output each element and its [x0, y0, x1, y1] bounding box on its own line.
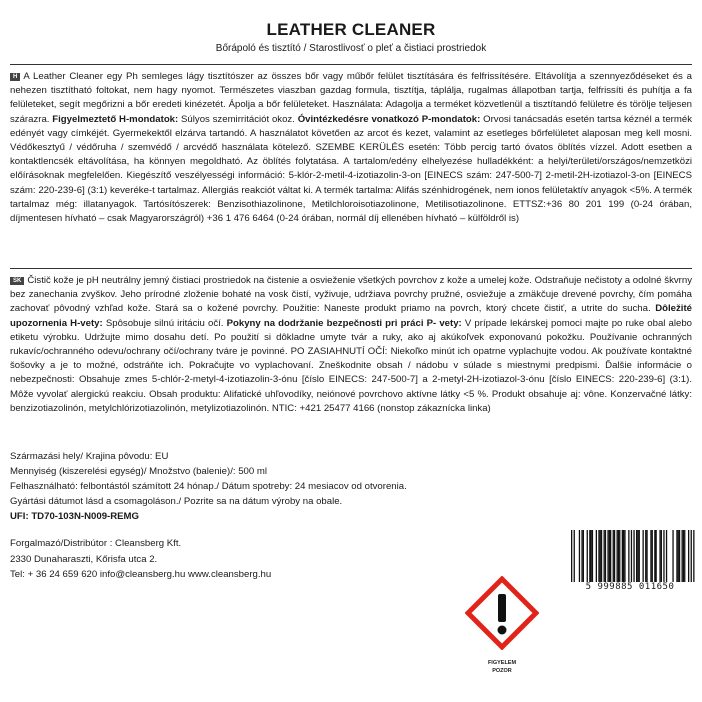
- barcode-bar: [646, 530, 647, 584]
- sk-h-statements: Spôsobuje silnú iritáciu očí.: [105, 317, 224, 329]
- barcode-bar: [581, 530, 582, 584]
- barcode-bar: [622, 530, 623, 584]
- barcode-bar: [623, 530, 624, 584]
- hu-p-statements-label: Óvintézkedésre vonatkozó P-mondatok:: [297, 113, 481, 125]
- barcode-bar: [605, 530, 606, 584]
- barcode-bar: [589, 530, 590, 584]
- barcode-bar: [600, 530, 601, 584]
- barcode-bar: [676, 530, 677, 584]
- barcode-bar: [663, 530, 664, 584]
- sk-description: Čistič kože je pH neutrálny jemný čistiaci prostriedok na čistenie a osvieženie všetkých povrchov z kože a umelej kože. Odstraňuje nečistoty a odolné škvrny bez zanechania zvyškov. Jeho prírodné zloženie bohaté na vosk čistí, vyživuje, udržiava povrchy pružné, osviežuje a zmäkčuje drevené povrchy, čím pomáha zachovať pôvodný vzhľad kože. Stará sa o kožené povrchy. Použitie: Naneste produkt priamo na povrch, ktorý chcete čistiť, a utrite do sucha.: [10, 275, 692, 315]
- barcode-bar: [628, 530, 629, 584]
- barcode-bar: [679, 530, 680, 584]
- sk-p-statements-label: Pokyny na dodržanie bezpečnosti pri práci P- vety:: [226, 317, 462, 329]
- barcode-bar: [693, 530, 694, 590]
- barcode-bar: [618, 530, 619, 584]
- barcode-bar: [659, 530, 660, 584]
- barcode-bar: [636, 530, 637, 584]
- barcode-bar: [614, 530, 615, 584]
- barcode-bar: [678, 530, 679, 584]
- barcode-bar: [610, 530, 611, 584]
- barcode-bar: [666, 530, 667, 584]
- barcode-bar: [619, 530, 620, 584]
- barcode-bar: [652, 530, 653, 584]
- hu-description: A Leather Cleaner egy Ph semleges lágy tisztítószer az összes bőr vagy műbőr felület tisztítására és felfrissítésére. Eltávolítja a szennyeződéseket és a nehezen tisztítható foltokat, nem hagy nyomot. Természetes viaszban gazdag formula, tisztítja, táplálja, rugalmas állapotban tartja, felfrissíti és puhítja a fa felületeket, segít megőrizni a bőr eredeti kinézetét. Ápolja a bőr felületeket. Használata: Adagolja a terméket közvetlenül a tisztítandó felületre és törölje teljesen szárazra.: [10, 71, 692, 125]
- barcode-bar: [654, 530, 655, 584]
- product-title: LEATHER CLEANER: [266, 20, 436, 39]
- hu-p-statements: Orvosi tanácsadás esetén tartsa kéznél a termék edényét vagy címkéjét. Gyermekektől elzárva tartandó. A használatot követően az arcot és kezet, valamint az esetleges bőrfelületet alaposan meg kell mosni. Védőkesztyű / védőruha / szemvédő / arcvédő használata kötelező. SZEMBE KERÜLÉS esetén: Több percig tartó óvatos öblítés vízzel. Adott esetben a kontaktlencsék eltávolítása, ha könnyen megoldható. Az öblítés folytatása. A tartalom/edény elhelyezése hulladékként: a helyi/területi/országos/nemzetközi előírásoknak megfelelően. Kiegészítő veszélyességi információ: 5-klór-2-metil-4-izotiazolin-3-on [EINECS szám: 247-500-7] 2-metil-2H-izotiazol-3-on [EINECS szám: 220-239-6] (3:1) keveréke-t tartalmaz. Allergiás reakciót váltat ki. A termék tartalma: Alifás szénhidrogének, nem ionos felületaktív anyagok <5%. A termék tartalmaz még: illatanyagok. Tartósítószerek: Benzisothiazolinone, Metilchloroisotiazolinone, Metilisotiazolinone. ETTSZ:+36 80 201 199 (0-24 órában, díjmentesen hívható – csak Magyarországról) +36 1 476 6464 (0-24 órában, normál díj ellenében hívható – külföldről is): [10, 113, 692, 225]
- distributor-contact: Tel: + 36 24 659 620 info@cleansberg.hu www.cleansberg.hu: [10, 569, 272, 580]
- barcode-bar: [607, 530, 608, 584]
- barcode-bar: [583, 530, 584, 584]
- barcode-bar: [617, 530, 618, 584]
- barcode-bar: [684, 530, 685, 584]
- barcode-right-group: 011650: [638, 582, 675, 592]
- barcode-bar: [598, 530, 599, 584]
- hu-h-statements: Súlyos szemirritációt okoz.: [181, 113, 295, 125]
- barcode-bar: [631, 530, 632, 590]
- barcode-bar: [579, 530, 580, 584]
- hu-h-statements-label: Figyelmeztető H-mondatok:: [52, 113, 179, 125]
- sk-p-statements: V prípade lekárskej pomoci majte po ruke obal alebo etiketu výrobku. Udržujte mimo dosahu detí. Po použití si dôkladne umyte tvár a ruky, ako aj akúkoľvek exponovanú pokožku. Používanie ochranných rukavíc/ochranného odevu/ochrany očí/ochrany tváre je povinné. PO ZASIAHNUTÍ OČÍ: Niekoľko minút ich opatrne vyplachujte vodou. Ak používate kontaktné šošovky a je to možné, odstráňte ich. Pokračujte vo vyplachovaní. Zneškodnite obsah / nádobu v súlade s miestnymi predpismi. Ďalšie informácie o nebezpečnosti: Obsahuje zmes 5-chlór-2-metyl-4-izotiazolin-3-ónu [číslo EINECS: 247-500-7] a 2-metyl-2H-izotiazol-3-ónu [číslo EINECS: 220-239-6] (3:1). Môže vyvolať alergickú reakciu. Obsah produktu: Alifatické uhľovodíky, neiónové povrchovo aktívne látky <5 %. Produkt obsahuje aj: vône. Konzervačné látky: benzizotiazolinón, metylchlórizotiazolinón, metylizotiazolinón. NTIC: +421 25477 4166 (nonstop zákaznícka linka): [10, 317, 693, 414]
- sk-h-statements-label: Dôležité upozornenia H-vety:: [10, 303, 692, 329]
- barcode-first-digit: 5: [585, 582, 592, 592]
- barcode-bar: [592, 530, 593, 584]
- language-badge-hu: H: [10, 73, 20, 81]
- language-badge-sk: SK: [10, 277, 24, 285]
- barcode-bar: [661, 530, 662, 584]
- barcode-number: [565, 582, 695, 592]
- ufi-code: UFI: TD70-103N-N009-REMG: [10, 511, 140, 522]
- barcode-bar: [656, 530, 657, 584]
- barcode-bar: [574, 530, 575, 590]
- ghs07-exclamation-icon: [465, 576, 539, 650]
- barcode-bar: [571, 530, 572, 590]
- barcode-bar: [672, 530, 673, 584]
- barcode-bar: [643, 530, 644, 584]
- divider-top: [10, 64, 692, 65]
- barcode-bar: [591, 530, 592, 584]
- barcode-bar: [587, 530, 588, 584]
- barcode-bars: [565, 528, 695, 590]
- barcode-left-group: 999885: [597, 582, 633, 592]
- barcode-bar: [601, 530, 602, 584]
- barcode-bar: [639, 530, 640, 584]
- distributor-address: 2330 Dunaharaszti, Kőrisfa utca 2.: [10, 553, 158, 565]
- expiry-line: Felhasználható: felbontástól számított 24 hónap./ Dátum spotreby: 24 mesiacov od otvorenia.: [10, 481, 407, 492]
- quantity-line: Mennyiség (kiszerelési egység)/ Množstvo (balenie)/: 500 ml: [10, 466, 268, 477]
- slovak-section: [10, 274, 692, 416]
- barcode-bar: [683, 530, 684, 584]
- barcode-bar: [691, 530, 692, 590]
- barcode-bar: [650, 530, 651, 584]
- distributor-name: Forgalmazó/Distribútor : Cleansberg Kft.: [10, 538, 182, 549]
- barcode-bar: [682, 530, 683, 584]
- barcode-bar: [624, 530, 625, 584]
- signal-word-hu: FIGYELEM: [487, 660, 517, 666]
- product-subtitle: Bőrápoló és tisztító / Starostlivosť o pleť a čistiaci prostriedok: [215, 43, 487, 54]
- barcode-bar: [613, 530, 614, 584]
- production-date-line: Gyártási dátumot lásd a csomagoláson./ Pozrite sa na dátum výroby na obale.: [10, 496, 343, 507]
- product-info: [10, 449, 570, 524]
- barcode-bar: [596, 530, 597, 584]
- barcode-bar: [637, 530, 638, 584]
- barcode-bar: [645, 530, 646, 584]
- divider-middle: [10, 268, 692, 269]
- barcode-bar: [609, 530, 610, 584]
- barcode-bar: [633, 530, 634, 590]
- signal-word-sk: POZOR: [492, 668, 512, 674]
- barcode-bar: [688, 530, 689, 584]
- origin-line: Származási hely/ Krajina pôvodu: EU: [10, 451, 169, 462]
- barcode-bar: [604, 530, 605, 584]
- hungarian-section: [10, 70, 692, 226]
